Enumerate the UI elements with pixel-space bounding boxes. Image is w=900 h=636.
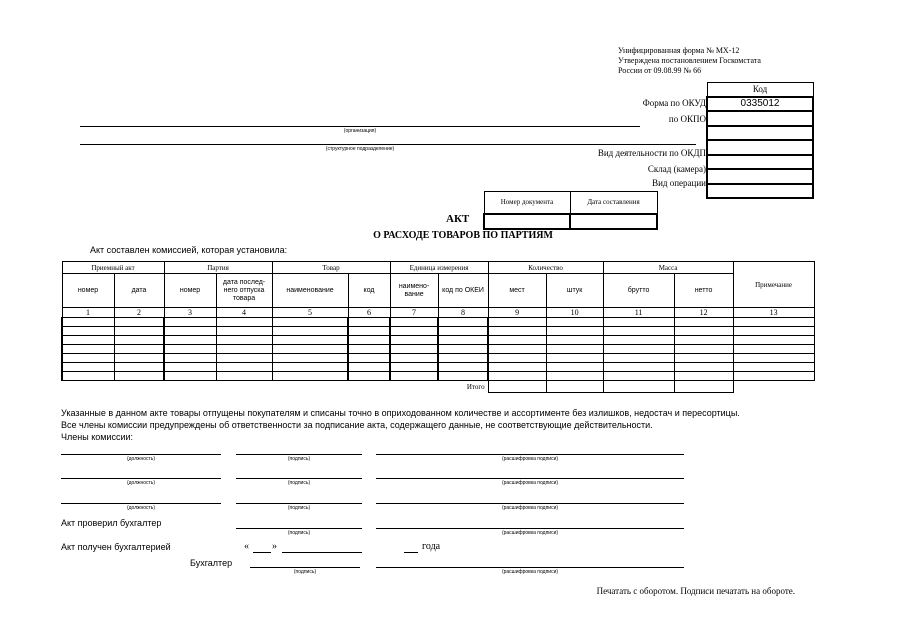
- col-places: мест: [488, 274, 546, 308]
- table-cell[interactable]: [62, 336, 114, 345]
- group-quantity: Количество: [488, 262, 603, 274]
- table-cell[interactable]: [438, 336, 488, 345]
- table-cell[interactable]: [272, 336, 348, 345]
- table-cell[interactable]: [62, 318, 114, 327]
- form-approval-date: России от 09.08.99 № 66: [618, 66, 702, 75]
- table-cell[interactable]: [114, 354, 164, 363]
- table-cell[interactable]: [272, 345, 348, 354]
- table-cell[interactable]: [348, 354, 390, 363]
- signature-line[interactable]: [236, 503, 362, 504]
- table-cell[interactable]: [216, 336, 272, 345]
- table-cell[interactable]: [348, 318, 390, 327]
- col-num: 2: [114, 308, 164, 318]
- col-num: 4: [216, 308, 272, 318]
- table-cell[interactable]: [488, 318, 546, 327]
- table-cell[interactable]: [390, 318, 438, 327]
- table-cell[interactable]: [216, 318, 272, 327]
- table-cell[interactable]: [733, 363, 814, 372]
- operation-label: Вид операции: [652, 178, 706, 188]
- group-goods: Товар: [272, 262, 390, 274]
- col-unit-name: наимено-вание: [390, 274, 438, 308]
- checked-by-label: Акт проверил бухгалтер: [61, 518, 162, 528]
- table-row: [62, 336, 814, 345]
- okpo-value[interactable]: [707, 111, 813, 126]
- okud-label: Форма по ОКУД: [642, 98, 706, 108]
- commission-label: Члены комиссии:: [61, 432, 134, 442]
- table-cell[interactable]: [488, 372, 546, 381]
- col-gross: брутто: [603, 274, 674, 308]
- doc-number-value[interactable]: [484, 214, 570, 229]
- statement-line-2: Все члены комиссии предупреждены об ответственности за подписание акта, содержащего данные, не соответствующие действительности.: [61, 420, 653, 430]
- table-cell[interactable]: [216, 363, 272, 372]
- quote-close: »: [272, 541, 277, 552]
- table-cell[interactable]: [348, 372, 390, 381]
- signature-line[interactable]: [236, 454, 362, 455]
- position-line[interactable]: [61, 478, 221, 479]
- signature-caption: (подпись): [287, 456, 311, 462]
- table-cell[interactable]: [488, 327, 546, 336]
- table-cell[interactable]: [390, 372, 438, 381]
- table-cell[interactable]: [488, 345, 546, 354]
- col-goods-name: наименование: [272, 274, 348, 308]
- table-cell[interactable]: [114, 372, 164, 381]
- received-by-label: Акт получен бухгалтерией: [61, 542, 171, 552]
- decoding-caption: (расшифровка подписи): [501, 480, 559, 486]
- col-num: 7: [390, 308, 438, 318]
- table-cell[interactable]: [62, 363, 114, 372]
- operation-value[interactable]: [707, 184, 813, 199]
- table-cell[interactable]: [272, 372, 348, 381]
- accountant-label: Бухгалтер: [190, 558, 233, 568]
- col-okei-code: код по ОКЕИ: [438, 274, 488, 308]
- position-line[interactable]: [61, 454, 221, 455]
- table-cell[interactable]: [348, 363, 390, 372]
- table-cell[interactable]: [674, 372, 733, 381]
- total-gross[interactable]: [603, 381, 674, 393]
- table-cell[interactable]: [390, 336, 438, 345]
- table-cell[interactable]: [438, 354, 488, 363]
- table-cell[interactable]: [164, 372, 216, 381]
- table-cell[interactable]: [390, 327, 438, 336]
- group-batch: Партия: [164, 262, 272, 274]
- table-cell[interactable]: [164, 345, 216, 354]
- table-cell[interactable]: [216, 372, 272, 381]
- col-net: нетто: [674, 274, 733, 308]
- col-num: 9: [488, 308, 546, 318]
- table-cell[interactable]: [114, 336, 164, 345]
- table-cell[interactable]: [438, 345, 488, 354]
- decoding-caption: (расшифровка подписи): [501, 505, 559, 511]
- position-line[interactable]: [61, 503, 221, 504]
- division-extra-value[interactable]: [707, 140, 813, 155]
- decoding-caption: (расшифровка подписи): [501, 569, 559, 575]
- table-cell[interactable]: [114, 327, 164, 336]
- table-cell[interactable]: [272, 354, 348, 363]
- total-places[interactable]: [488, 381, 546, 393]
- table-cell[interactable]: [546, 318, 603, 327]
- table-cell[interactable]: [674, 345, 733, 354]
- table-cell[interactable]: [216, 354, 272, 363]
- footer-note: Печатать с оборотом. Подписи печатать на обороте.: [596, 586, 795, 596]
- table-cell[interactable]: [733, 327, 814, 336]
- total-row: [62, 381, 814, 393]
- col-num: 8: [438, 308, 488, 318]
- warehouse-label: Склад (камера): [647, 164, 706, 174]
- table-cell[interactable]: [546, 345, 603, 354]
- table-cell[interactable]: [272, 363, 348, 372]
- col-num: 3: [164, 308, 216, 318]
- table-cell[interactable]: [164, 318, 216, 327]
- col-num: 5: [272, 308, 348, 318]
- table-cell[interactable]: [603, 363, 674, 372]
- col-num: 1: [62, 308, 114, 318]
- col-batch-number: номер: [164, 274, 216, 308]
- decoding-line[interactable]: [376, 503, 684, 504]
- warehouse-value[interactable]: [707, 169, 813, 184]
- table-cell[interactable]: [733, 336, 814, 345]
- table-cell[interactable]: [733, 318, 814, 327]
- table-cell[interactable]: [390, 354, 438, 363]
- organization-caption: (организация): [343, 128, 377, 134]
- table-cell[interactable]: [216, 345, 272, 354]
- col-note: Примечание: [733, 262, 814, 308]
- table-cell[interactable]: [272, 327, 348, 336]
- total-net[interactable]: [674, 381, 733, 393]
- table-cell[interactable]: [546, 372, 603, 381]
- goods-table: [61, 261, 815, 393]
- table-cell[interactable]: [674, 354, 733, 363]
- received-year-line[interactable]: [404, 552, 418, 553]
- decoding-line[interactable]: [376, 454, 684, 455]
- table-row: [62, 372, 814, 381]
- col-pieces: штук: [546, 274, 603, 308]
- position-caption: (должность): [126, 480, 156, 486]
- act-subtitle: О РАСХОДЕ ТОВАРОВ ПО ПАРТИЯМ: [373, 230, 553, 241]
- table-cell[interactable]: [674, 327, 733, 336]
- table-cell[interactable]: [348, 336, 390, 345]
- position-caption: (должность): [126, 456, 156, 462]
- received-month-line[interactable]: [282, 552, 362, 553]
- signature-line[interactable]: [236, 478, 362, 479]
- doc-date-value[interactable]: [570, 214, 657, 229]
- year-label: года: [422, 541, 441, 552]
- table-cell[interactable]: [164, 327, 216, 336]
- table-cell[interactable]: [546, 336, 603, 345]
- col-num: 10: [546, 308, 603, 318]
- decoding-line[interactable]: [376, 478, 684, 479]
- form-header: [618, 46, 761, 76]
- statement-line-1: Указанные в данном акте товары отпущены покупателям и списаны точно в оприходованном количестве и ассортименте без излишков, недостач и пересортицы.: [61, 408, 740, 418]
- table-cell[interactable]: [164, 354, 216, 363]
- table-cell[interactable]: [62, 327, 114, 336]
- table-cell[interactable]: [603, 372, 674, 381]
- table-cell[interactable]: [603, 354, 674, 363]
- table-cell[interactable]: [348, 345, 390, 354]
- codes-box: [706, 82, 814, 199]
- doc-date-header: Дата составления: [570, 192, 657, 215]
- signature-line[interactable]: [236, 528, 362, 529]
- table-row: [62, 345, 814, 354]
- table-cell[interactable]: [603, 318, 674, 327]
- col-num: 6: [348, 308, 390, 318]
- decoding-caption: (расшифровка подписи): [501, 456, 559, 462]
- document-box: [483, 191, 658, 230]
- table-cell[interactable]: [733, 354, 814, 363]
- group-accepted-act: Приемный акт: [62, 262, 164, 274]
- table-cell[interactable]: [62, 372, 114, 381]
- col-act-date: дата: [114, 274, 164, 308]
- table-cell[interactable]: [62, 354, 114, 363]
- org-extra-value[interactable]: [707, 126, 813, 141]
- total-label: Итого: [466, 382, 485, 391]
- division-caption: (структурное подразделение): [325, 146, 395, 152]
- signature-line[interactable]: [250, 567, 360, 568]
- table-cell[interactable]: [674, 363, 733, 372]
- position-caption: (должность): [126, 505, 156, 511]
- okpo-label: по ОКПО: [668, 114, 706, 124]
- okdp-label: Вид деятельности по ОКДП: [597, 148, 706, 158]
- col-num: 11: [603, 308, 674, 318]
- table-cell[interactable]: [438, 327, 488, 336]
- table-cell[interactable]: [438, 363, 488, 372]
- table-cell[interactable]: [603, 336, 674, 345]
- signature-caption: (подпись): [287, 530, 311, 536]
- decoding-caption: (расшифровка подписи): [501, 530, 559, 536]
- col-last-release-date: дата послед-него отпуска товара: [216, 274, 272, 308]
- table-cell[interactable]: [390, 363, 438, 372]
- col-num: 13: [733, 308, 814, 318]
- table-row: [62, 354, 814, 363]
- table-cell[interactable]: [488, 363, 546, 372]
- table-cell[interactable]: [216, 327, 272, 336]
- table-cell[interactable]: [546, 354, 603, 363]
- data-rows: [62, 318, 814, 381]
- doc-number-header: Номер документа: [484, 192, 570, 215]
- received-day-line[interactable]: [253, 552, 271, 553]
- decoding-line[interactable]: [376, 528, 684, 529]
- table-cell[interactable]: [438, 318, 488, 327]
- col-act-number: номер: [62, 274, 114, 308]
- table-cell[interactable]: [164, 363, 216, 372]
- table-cell[interactable]: [348, 327, 390, 336]
- col-goods-code: код: [348, 274, 390, 308]
- table-cell[interactable]: [438, 372, 488, 381]
- column-numbers-row: [62, 308, 814, 318]
- table-row: [62, 318, 814, 327]
- signature-caption: (подпись): [287, 480, 311, 486]
- group-unit: Единица измерения: [390, 262, 488, 274]
- okdp-value[interactable]: [707, 155, 813, 170]
- table-cell[interactable]: [488, 336, 546, 345]
- table-cell[interactable]: [390, 345, 438, 354]
- table-cell[interactable]: [674, 336, 733, 345]
- table-cell[interactable]: [488, 354, 546, 363]
- decoding-line[interactable]: [376, 567, 684, 568]
- code-header: Код: [707, 83, 813, 97]
- table-cell[interactable]: [674, 318, 733, 327]
- table-cell[interactable]: [603, 345, 674, 354]
- table-cell[interactable]: [114, 318, 164, 327]
- signature-caption: (подпись): [293, 569, 317, 575]
- intro-text: Акт составлен комиссией, которая установила:: [90, 245, 288, 255]
- act-title: АКТ: [446, 213, 470, 225]
- table-cell[interactable]: [272, 318, 348, 327]
- table-cell[interactable]: [546, 363, 603, 372]
- table-cell[interactable]: [62, 345, 114, 354]
- col-num: 12: [674, 308, 733, 318]
- table-cell[interactable]: [114, 363, 164, 372]
- table-cell[interactable]: [603, 327, 674, 336]
- table-cell[interactable]: [114, 345, 164, 354]
- form-approval: Утверждена постановлением Госкомстата: [618, 56, 761, 65]
- table-cell[interactable]: [546, 327, 603, 336]
- quote-open: «: [244, 541, 249, 552]
- table-cell[interactable]: [164, 336, 216, 345]
- table-cell[interactable]: [733, 345, 814, 354]
- table-row: [62, 327, 814, 336]
- group-mass: Масса: [603, 262, 733, 274]
- total-pieces[interactable]: [546, 381, 603, 393]
- table-cell[interactable]: [733, 372, 814, 381]
- okud-value[interactable]: 0335012: [707, 97, 813, 112]
- division-line[interactable]: [80, 144, 696, 145]
- form-name: Унифицированная форма № МХ-12: [618, 46, 740, 55]
- table-row: [62, 363, 814, 372]
- organization-line[interactable]: [80, 126, 640, 127]
- signature-caption: (подпись): [287, 505, 311, 511]
